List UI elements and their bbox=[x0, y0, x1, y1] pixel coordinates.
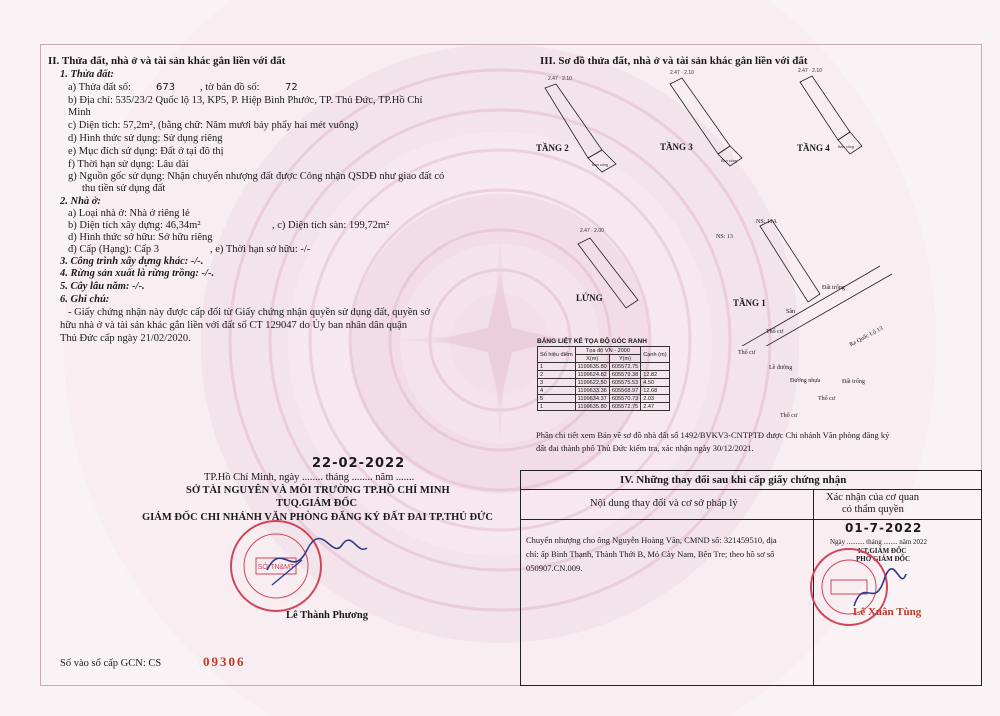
yard-label: Sân bbox=[786, 309, 795, 315]
floor-area: , c) Diện tích sàn: 199,72m² bbox=[272, 220, 390, 231]
usage-origin-line2: thu tiền sử dụng đất bbox=[82, 183, 166, 194]
svg-text:2.47 · 2.10: 2.47 · 2.10 bbox=[798, 68, 822, 74]
register-number: 09306 bbox=[203, 654, 246, 669]
confirm-date-stamp: 01-7-2022 bbox=[845, 521, 923, 535]
notes-heading: 6. Ghi chú: bbox=[60, 294, 110, 305]
tuq-director: TUQ.GIÁM ĐỐC bbox=[276, 498, 358, 509]
coord-header-vn2000: Tọa độ VN - 2000 bbox=[575, 347, 641, 355]
ownership-term: , e) Thời hạn sở hữu: -/- bbox=[210, 244, 311, 255]
table-row: 3 1199622.50 605575.53 4.50 bbox=[538, 379, 670, 387]
issue-date-line: TP.Hồ Chí Minh, ngày ........ tháng ........ năm ....... bbox=[204, 472, 415, 483]
coord-table-title: BẢNG LIỆT KÊ TỌA ĐỘ GÓC RANH bbox=[537, 338, 647, 345]
land-area: c) Diện tích: 57,2m², (bằng chữ: Năm mươi bảy phẩy hai mét vuông) bbox=[68, 120, 359, 131]
plan-footnote-line2: đất đai thành phố Thủ Đức kiểm tra, xác nhận ngày 30/12/2021. bbox=[536, 443, 754, 453]
ns13-label: NS: 13 bbox=[716, 234, 733, 240]
register-label: Số vào sổ cấp GCN: CS bbox=[60, 658, 162, 669]
branch-director-title: GIÁM ĐỐC CHI NHÁNH VĂN PHÒNG ĐĂNG KÝ ĐẤT ĐAI TP.THỦ ĐỨC bbox=[142, 512, 493, 523]
change-entry-line3: 050907.CN.009. bbox=[526, 563, 583, 573]
changes-col-confirm-line1: Xác nhận của cơ quan bbox=[826, 492, 920, 503]
usage-term: f) Thời hạn sử dụng: Lâu dài bbox=[68, 159, 189, 170]
table-row: 4 1199633.36 605568.97 12.68 bbox=[538, 387, 670, 395]
svg-text:SỞ TN&MT: SỞ TN&MT bbox=[257, 564, 295, 571]
mezzanine-label: LỬNG bbox=[576, 293, 603, 303]
floor4-label: TẦNG 4 bbox=[797, 143, 830, 153]
plan-footnote-line1: Phần chi tiết xem Bản vẽ sơ đồ nhà đất số 1492/BVKV3-CNTPTĐ được Chi nhánh Văn phòng đăng ký bbox=[536, 430, 890, 440]
department-name: SỞ TÀI NGUYÊN VÀ MÔI TRƯỜNG TP.HỒ CHÍ MINH bbox=[186, 485, 450, 496]
floor1-label: TẦNG 1 bbox=[733, 298, 766, 308]
vice-director-title: PHÓ GIÁM ĐỐC bbox=[856, 555, 911, 563]
ns11a-label: NS: 11A bbox=[756, 219, 777, 225]
production-forest: 4. Rừng sản xuất là rừng trồng: -/-. bbox=[60, 268, 215, 279]
coord-header-edge: Cạnh (m) bbox=[641, 347, 669, 363]
coord-header-point: Số hiệu điểm bbox=[538, 347, 576, 363]
land-heading: 1. Thửa đất: bbox=[60, 69, 114, 80]
section4-title: IV. Những thay đổi sau khi cấp giấy chứng nhận bbox=[620, 474, 847, 486]
usage-form: d) Hình thức sử dụng: Sử dụng riêng bbox=[68, 133, 223, 144]
empty-land-label-1: Đất trống bbox=[822, 285, 845, 291]
perennial-trees: 5. Cây lâu năm: -/-. bbox=[60, 281, 145, 292]
signer-name-right: Lê Xuân Tùng bbox=[853, 606, 922, 618]
signer-name-left: Lê Thành Phương bbox=[286, 610, 368, 621]
address-line2: Minh bbox=[68, 107, 91, 118]
table-row: 1 1199635.80 605572.75 bbox=[538, 363, 670, 371]
table-row: 2 1199624.82 605579.38 12.82 bbox=[538, 371, 670, 379]
residential-label-3: Thổ cư bbox=[818, 396, 836, 402]
change-entry-line2: chỉ: ấp Bình Thạnh, Thành Thới B, Mỏ Cày Nam, Bến Tre; theo hồ sơ số bbox=[526, 549, 775, 559]
table-row: 5 1199634.37 605570.73 2.03 bbox=[538, 395, 670, 403]
map-sheet-label: , tờ bản đồ số: bbox=[200, 82, 260, 93]
usage-origin-line1: g) Nguồn gốc sử dụng: Nhận chuyển nhượng đất được Công nhận QSDĐ như giao đất có bbox=[68, 171, 445, 182]
floor2-label: TẦNG 2 bbox=[536, 143, 569, 153]
svg-text:Ban công: Ban công bbox=[838, 145, 855, 149]
note-line1: - Giấy chứng nhận này được cấp đổi từ Giấy chứng nhận quyền sử dụng đất, quyền sở bbox=[68, 307, 431, 318]
residential-label-1: Thổ cư bbox=[766, 329, 784, 335]
house-heading: 2. Nhà ở: bbox=[60, 196, 101, 207]
usage-purpose: e) Mục đích sử dụng: Đất ở tại đô thị bbox=[68, 146, 224, 157]
roadside-label: Lề đường bbox=[769, 365, 793, 371]
coord-header-y: Y(m) bbox=[609, 355, 640, 363]
house-grade: đ) Cấp (Hạng): Cấp 3 bbox=[68, 244, 159, 255]
map-sheet-number: 72 bbox=[285, 82, 298, 93]
asphalt-road-label: Đường nhựa bbox=[790, 378, 821, 384]
to-highway-label: Ra Quốc Lộ 13 bbox=[848, 325, 885, 349]
changes-col-confirm-line2: có thẩm quyền bbox=[842, 504, 904, 515]
section2-title: II. Thửa đất, nhà ở và tài sản khác gắn liền với đất bbox=[48, 55, 286, 67]
changes-col-content: Nội dung thay đổi và cơ sở pháp lý bbox=[590, 498, 738, 509]
table-row: 1 1199635.80 605572.75 2.47 bbox=[538, 403, 670, 411]
svg-text:2.47 · 2.00: 2.47 · 2.00 bbox=[580, 228, 604, 234]
note-line2: hữu nhà ở và tài sản khác gắn liền với đất số CT 129047 do Ủy ban nhân dân quận bbox=[60, 320, 407, 331]
svg-text:Ban công: Ban công bbox=[592, 163, 609, 167]
issue-date-stamp: 22-02-2022 bbox=[312, 456, 406, 471]
residential-label-2: Thổ cư bbox=[738, 350, 756, 356]
svg-text:Ban công: Ban công bbox=[721, 159, 738, 163]
empty-land-label-2: Đất trống bbox=[842, 379, 865, 385]
house-type: a) Loại nhà ở: Nhà ở riêng lẻ bbox=[68, 208, 190, 219]
svg-text:2.47 · 2.10: 2.47 · 2.10 bbox=[548, 76, 572, 82]
signature-left bbox=[262, 530, 372, 590]
parcel-number: 673 bbox=[156, 82, 176, 93]
address-line1: b) Địa chỉ: 535/23/2 Quốc lộ 13, KP5, P. Hiệp Bình Phước, TP. Thủ Đức, TP.Hồ Chí bbox=[68, 95, 423, 106]
vice-director-kt: KT.GIÁM ĐỐC bbox=[858, 547, 907, 555]
change-entry-line1: Chuyển nhượng cho ông Nguyễn Hoàng Văn, CMND số: 321459510, địa bbox=[526, 535, 777, 545]
note-line3: Thủ Đức cấp ngày 21/02/2020. bbox=[60, 333, 191, 344]
residential-label-4: Thổ cư bbox=[780, 413, 798, 419]
building-area: b) Diện tích xây dựng: 46,34m² bbox=[68, 220, 201, 231]
section3-title: III. Sơ đồ thửa đất, nhà ở và tài sản khác gắn liền với đất bbox=[540, 55, 808, 67]
parcel-label: a) Thửa đất số: bbox=[68, 82, 131, 93]
coord-header-x: X(m) bbox=[575, 355, 609, 363]
ownership-form: d) Hình thức sở hữu: Sở hữu riêng bbox=[68, 232, 213, 243]
other-construction: 3. Công trình xây dựng khác: -/-. bbox=[60, 256, 204, 267]
coord-table bbox=[537, 346, 670, 411]
svg-text:2.47 · 2.10: 2.47 · 2.10 bbox=[670, 70, 694, 76]
floor3-label: TẦNG 3 bbox=[660, 142, 693, 152]
confirm-date-line: Ngày .......... tháng ........ năm 2022 bbox=[830, 538, 928, 546]
